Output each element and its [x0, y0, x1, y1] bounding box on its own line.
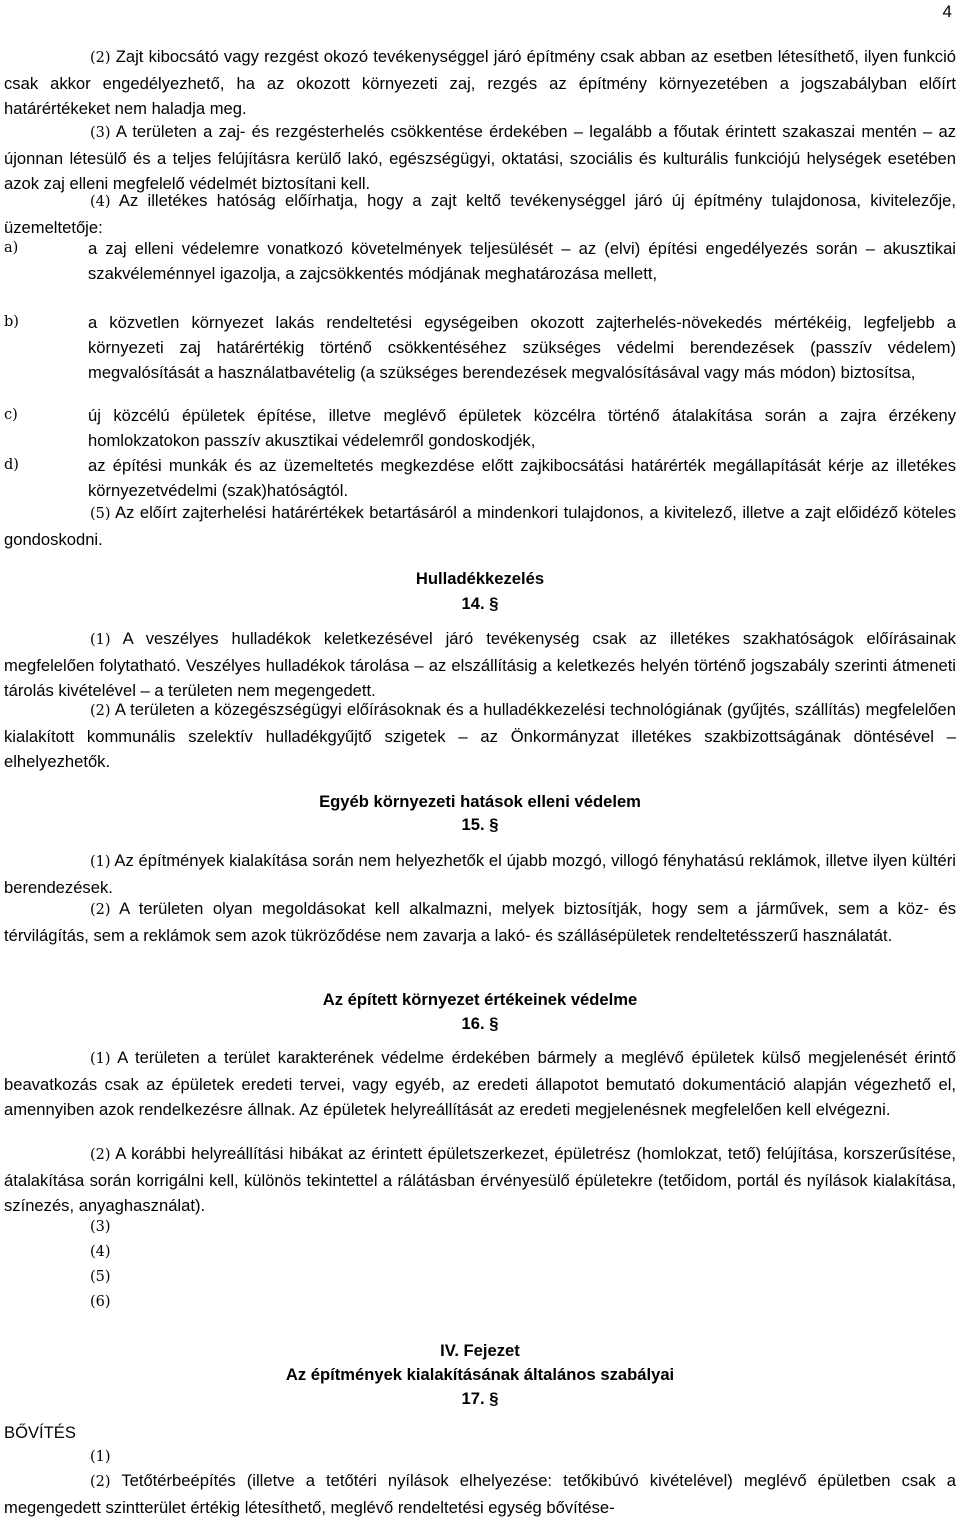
- paragraph-mark: (1): [90, 1051, 111, 1067]
- section-number: 14.: [461, 594, 485, 613]
- list-item-d: [4, 453, 956, 503]
- paragraph-17-2: [4, 1468, 956, 1520]
- list-item-text: az építési munkák és az üzemeltetés megkezdése előtt zajkibocsátási határérték megállapítását kérje az illetékes környezetvédelmi (szak)hatóságtól.: [88, 456, 956, 501]
- section-number: 16.: [461, 1014, 485, 1033]
- paragraph-15-2: [4, 896, 956, 948]
- paragraph-mark: (4): [90, 194, 111, 210]
- paragraph-16-4: (4): [90, 1244, 111, 1260]
- section-14-number: [4, 591, 956, 616]
- paragraph-text: Zajt kibocsátó vagy rezgést okozó tevékenységgel járó építmény csak abban az esetben létesíthető, ilyen funkció csak akkor engedélyezhető, ha az okozott környezeti zaj, rezgés az építmény környezetében a jogszabályban előírt határértékeket nem haladja meg.: [4, 47, 956, 119]
- paragraph-mark: (2): [90, 1474, 111, 1490]
- paragraph-text: Az építmények kialakítása során nem helyezhetők el újabb mozgó, villogó fényhatású reklámok, illetve ilyen kültéri berendezések.: [4, 851, 956, 898]
- list-item-text: a zaj elleni védelemre vonatkozó követelmények teljesülését – az (elvi) építési engedélyezés során – akusztikai szakvéleménnyel igazolja, a zajcsökkentés módjának meghatározása mellett,: [88, 239, 956, 284]
- paragraph-text: Az illetékes hatóság előírhatja, hogy a zajt keltő tevékenységgel járó új építmény tulajdonosa, kivitelezője, üzemeltetője:: [4, 191, 956, 238]
- list-item-label: b): [4, 314, 19, 330]
- paragraph-14-1: [4, 626, 956, 704]
- list-item-label: c): [4, 407, 18, 423]
- paragraph-mark: (3): [90, 125, 111, 141]
- list-item-label: d): [4, 457, 19, 473]
- paragraph-mark: (2): [90, 50, 111, 66]
- paragraph-13-5: [4, 500, 956, 552]
- paragraph-text: A veszélyes hulladékok keletkezésével járó tevékenység csak az illetékes szakhatóságok előírásainak megfelelően folytatható. Veszélyes hulladékok tárolása – az elszállításig a keletkezés helyén történő jogszabály szerinti átmeneti tárolás kivételével – a területen nem megengedett.: [4, 629, 956, 701]
- paragraph-text: Az előírt zajterhelési határértékek betartásáról a mindenkori tulajdonos, a kivitelező, illetve a zajt előidéző köteles gondoskodni.: [4, 503, 956, 550]
- paragraph-text: A területen a zaj- és rezgésterhelés csökkentése érdekében – legalább a főutak érintett szakaszai mentén – az újonnan létesülő és a teljes felújításra kerülő lakó, egészségügyi, oktatási, szociális és kulturális funkciójú helységek esetében azok zaj elleni megfelelő védelmét biztosítani kell.: [4, 122, 956, 194]
- paragraph-13-4: [4, 188, 956, 240]
- paragraph-mark: (2): [90, 1147, 111, 1163]
- paragraph-16-5: (5): [90, 1269, 111, 1285]
- paragraph-13-3: [4, 119, 956, 197]
- paragraph-mark: (1): [90, 632, 111, 648]
- page-number: 4: [942, 2, 952, 21]
- note-label: BŐVÍTÉS: [4, 1423, 76, 1442]
- section-sign-icon: §: [489, 815, 499, 834]
- section-16-title: Az épített környezet értékeinek védelme: [322, 990, 638, 1009]
- paragraph-text: A területen a közegészségügyi előírásoknak és a hulladékkezelési technológiának (gyűjtés, szállítás) megfelelően kialakított kommunális szelektív hulladékgyűjtő szigetek – az Önkormányzat illetékes szakbizottságának döntésével – elhelyezhetők.: [4, 700, 956, 772]
- section-17-number: [4, 1386, 956, 1411]
- section-number: 15.: [461, 815, 485, 834]
- paragraph-16-2: [4, 1141, 956, 1219]
- paragraph-text: Tetőtérbeépítés (illetve a tetőtéri nyílások elhelyezése: tetőkibúvó kivételével) meglévő épületben csak a megengedett szintterület értékig létesíthető, meglévő rendeltetési egység bővítése-: [4, 1471, 956, 1518]
- section-sign-icon: §: [489, 1014, 499, 1033]
- section-sign-icon: §: [489, 1389, 499, 1408]
- paragraph-16-3: (3): [90, 1219, 111, 1235]
- list-item-c: [4, 403, 956, 453]
- chapter-subtitle: Az építmények kialakításának általános szabályai: [285, 1365, 675, 1384]
- paragraph-mark: (5): [90, 506, 111, 522]
- list-item-text: új közcélú épületek építése, illetve meglévő épületek közcélra történő átalakítása során a zajra érzékeny homlokzatokon passzív akusztikai védelemről gondoskodjék,: [88, 406, 956, 451]
- list-item-b: [4, 310, 956, 386]
- section-number: 17.: [461, 1389, 485, 1408]
- list-item-text: a közvetlen környezet lakás rendeltetési egységeiben okozott zajterhelés-növekedés mértékéig, legfeljebb a környezeti zaj határértékig történő csökkentéséhez szükséges védelmi berendezések (passzív védelem) megvalósítását a használatbavételig (a szükséges berendezések megvalósításával vagy más módon) biztosítsa,: [88, 313, 956, 383]
- paragraph-15-1: [4, 848, 956, 900]
- paragraph-14-2: [4, 697, 956, 775]
- chapter-title: IV. Fejezet: [440, 1341, 520, 1360]
- section-15-number: [4, 812, 956, 837]
- section-14-title: Hulladékkezelés: [415, 569, 545, 588]
- paragraph-text: A területen a terület karakterének védelme érdekében bármely a meglévő épületek külső megjelenését érintő beavatkozás csak az épületek eredeti tervei, vagy egyéb, az eredeti állapotot bemutató dokumentáció alapján végezhető el, amennyiben azok rendelkezésre állnak. Az épületek helyreállítását az eredeti megjelenésnek megfelelően kell elvégezni.: [4, 1048, 956, 1120]
- paragraph-mark: (2): [90, 703, 111, 719]
- paragraph-text: A területen olyan megoldásokat kell alkalmazni, melyek biztosítják, hogy sem a járművek, sem a köz- és térvilágítás, sem a reklámok sem azok tükröződése nem zavarja a lakó- és szállásépületek rendeltetésszerű használatát.: [4, 899, 956, 946]
- list-item-a: [4, 236, 956, 286]
- paragraph-text: A korábbi helyreállítási hibákat az érintett épületszerkezet, épületrész (homlokzat, tető) felújítása, korszerűsítése, átalakítása során korrigálni kell, különös tekintettel a rálátásban érvényesülő épületekre (tetőidom, portál és nyílások kialakítása, színezés, anyaghasználat).: [4, 1144, 956, 1216]
- paragraph-mark: (1): [90, 854, 111, 870]
- paragraph-16-1: [4, 1045, 956, 1123]
- section-sign-icon: §: [489, 594, 499, 613]
- section-16-number: [4, 1011, 956, 1036]
- section-15-title: Egyéb környezeti hatások elleni védelem: [319, 792, 641, 811]
- paragraph-mark: (2): [90, 902, 111, 918]
- list-item-label: a): [4, 240, 19, 256]
- paragraph-17-1: (1): [90, 1449, 111, 1465]
- paragraph-16-6: (6): [90, 1294, 111, 1310]
- paragraph-13-2: [4, 44, 956, 122]
